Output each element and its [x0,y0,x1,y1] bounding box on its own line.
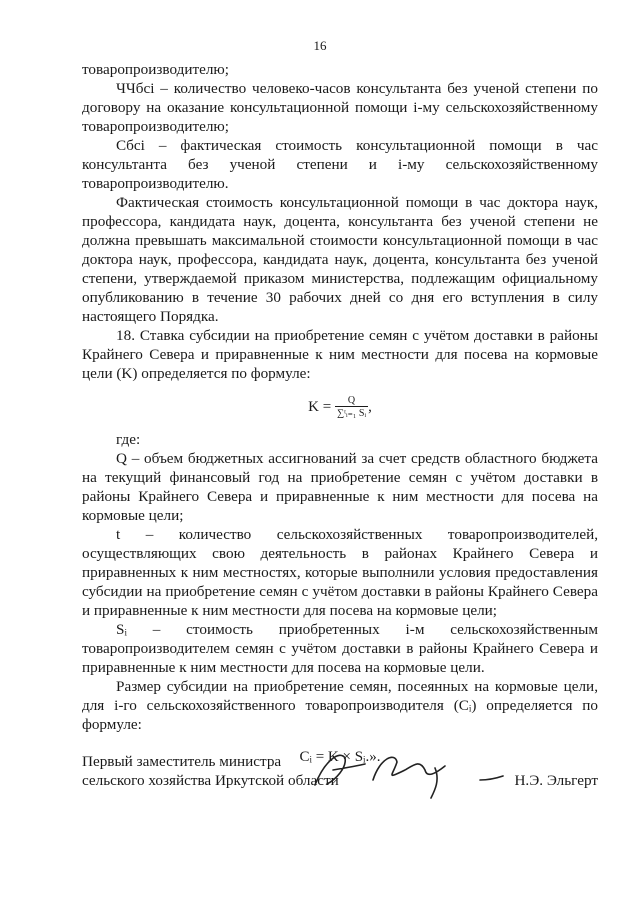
formula-tail: , [368,398,372,415]
formula-fraction [335,395,368,420]
document-body [82,60,598,767]
formula-c: Cᵢ = K × Sᵢ.». [299,749,381,765]
paragraph: Sᵢ – стоимость приобретенных i-м сельскохозяйственным товаропроизводителем семян с учётом доставки в районы Крайнего Севера и приравненные к ним местности для посева на кормовые цели. [82,621,598,676]
page-number: 16 [313,38,327,53]
paragraph: ЧЧбсi – количество человеко-часов консультанта без ученой степени по договору на оказание консультационной помощи i-му сельскохозяйственному товаропроизводителю; [82,80,598,135]
paragraph: Фактическая стоимость консультационной помощи в час доктора наук, профессора, кандидата наук, доцента, консультанта без ученой степени не должна превышать максимальной стоимости консультационной помощи в час доктора наук, профессора, кандидата наук, доцента, консультанта без ученой степени, утверждаемой приказом министерства, подлежащим официальному опубликованию в течение 30 рабочих дней со дня его вступления в силу настоящего Порядка. [82,194,598,325]
paragraph: 18. Ставка субсидии на приобретение семян с учётом доставки в районы Крайнего Севера и приравненные к ним местности для посева на кормовые цели (K) определяется по формуле: [82,327,598,382]
formula-k [82,395,598,420]
signatory-name: Н.Э. Эльгерт [514,772,598,789]
where-label: где: [116,431,141,448]
paragraph: Q – объем бюджетных ассигнований за счет средств областного бюджета на текущий финансовый год на приобретение семян с учётом доставки в районы Крайнего Севера и приравненные к ним местности для посева на кормовые цели; [82,450,598,524]
paragraph: Cбсi – фактическая стоимость консультационной помощи в час консультанта без ученой степени и i-му сельскохозяйственному товаропроизводителю. [82,137,598,192]
handwritten-signature [285,740,505,800]
paragraph: Размер субсидии на приобретение семян, посеянных на кормовые цели, для i-го сельскохозяйственного товаропроизводителя (Cᵢ) определяется по формуле: [82,678,598,733]
paragraph: товаропроизводителю; [82,61,229,78]
signatory-title-line1: Первый заместитель министра [82,753,282,770]
signatory-title-line2: сельского хозяйства Иркутской области [82,772,339,789]
paragraph: t – количество сельскохозяйственных товаропроизводителей, осуществляющих свою деятельность в районах Крайнего Севера и приравненных к ним местностях, которые выполнили условия предоставления субсидии на приобретение семян с учётом доставки в районы Крайнего Севера и приравненные к ним местности для посева на кормовые цели; [82,526,598,619]
formula-lhs: K = [308,398,332,415]
formula-numerator: Q [347,395,356,406]
formula-denominator: ∑ᵗᵢ₌₁ Sᵢ [336,408,367,419]
